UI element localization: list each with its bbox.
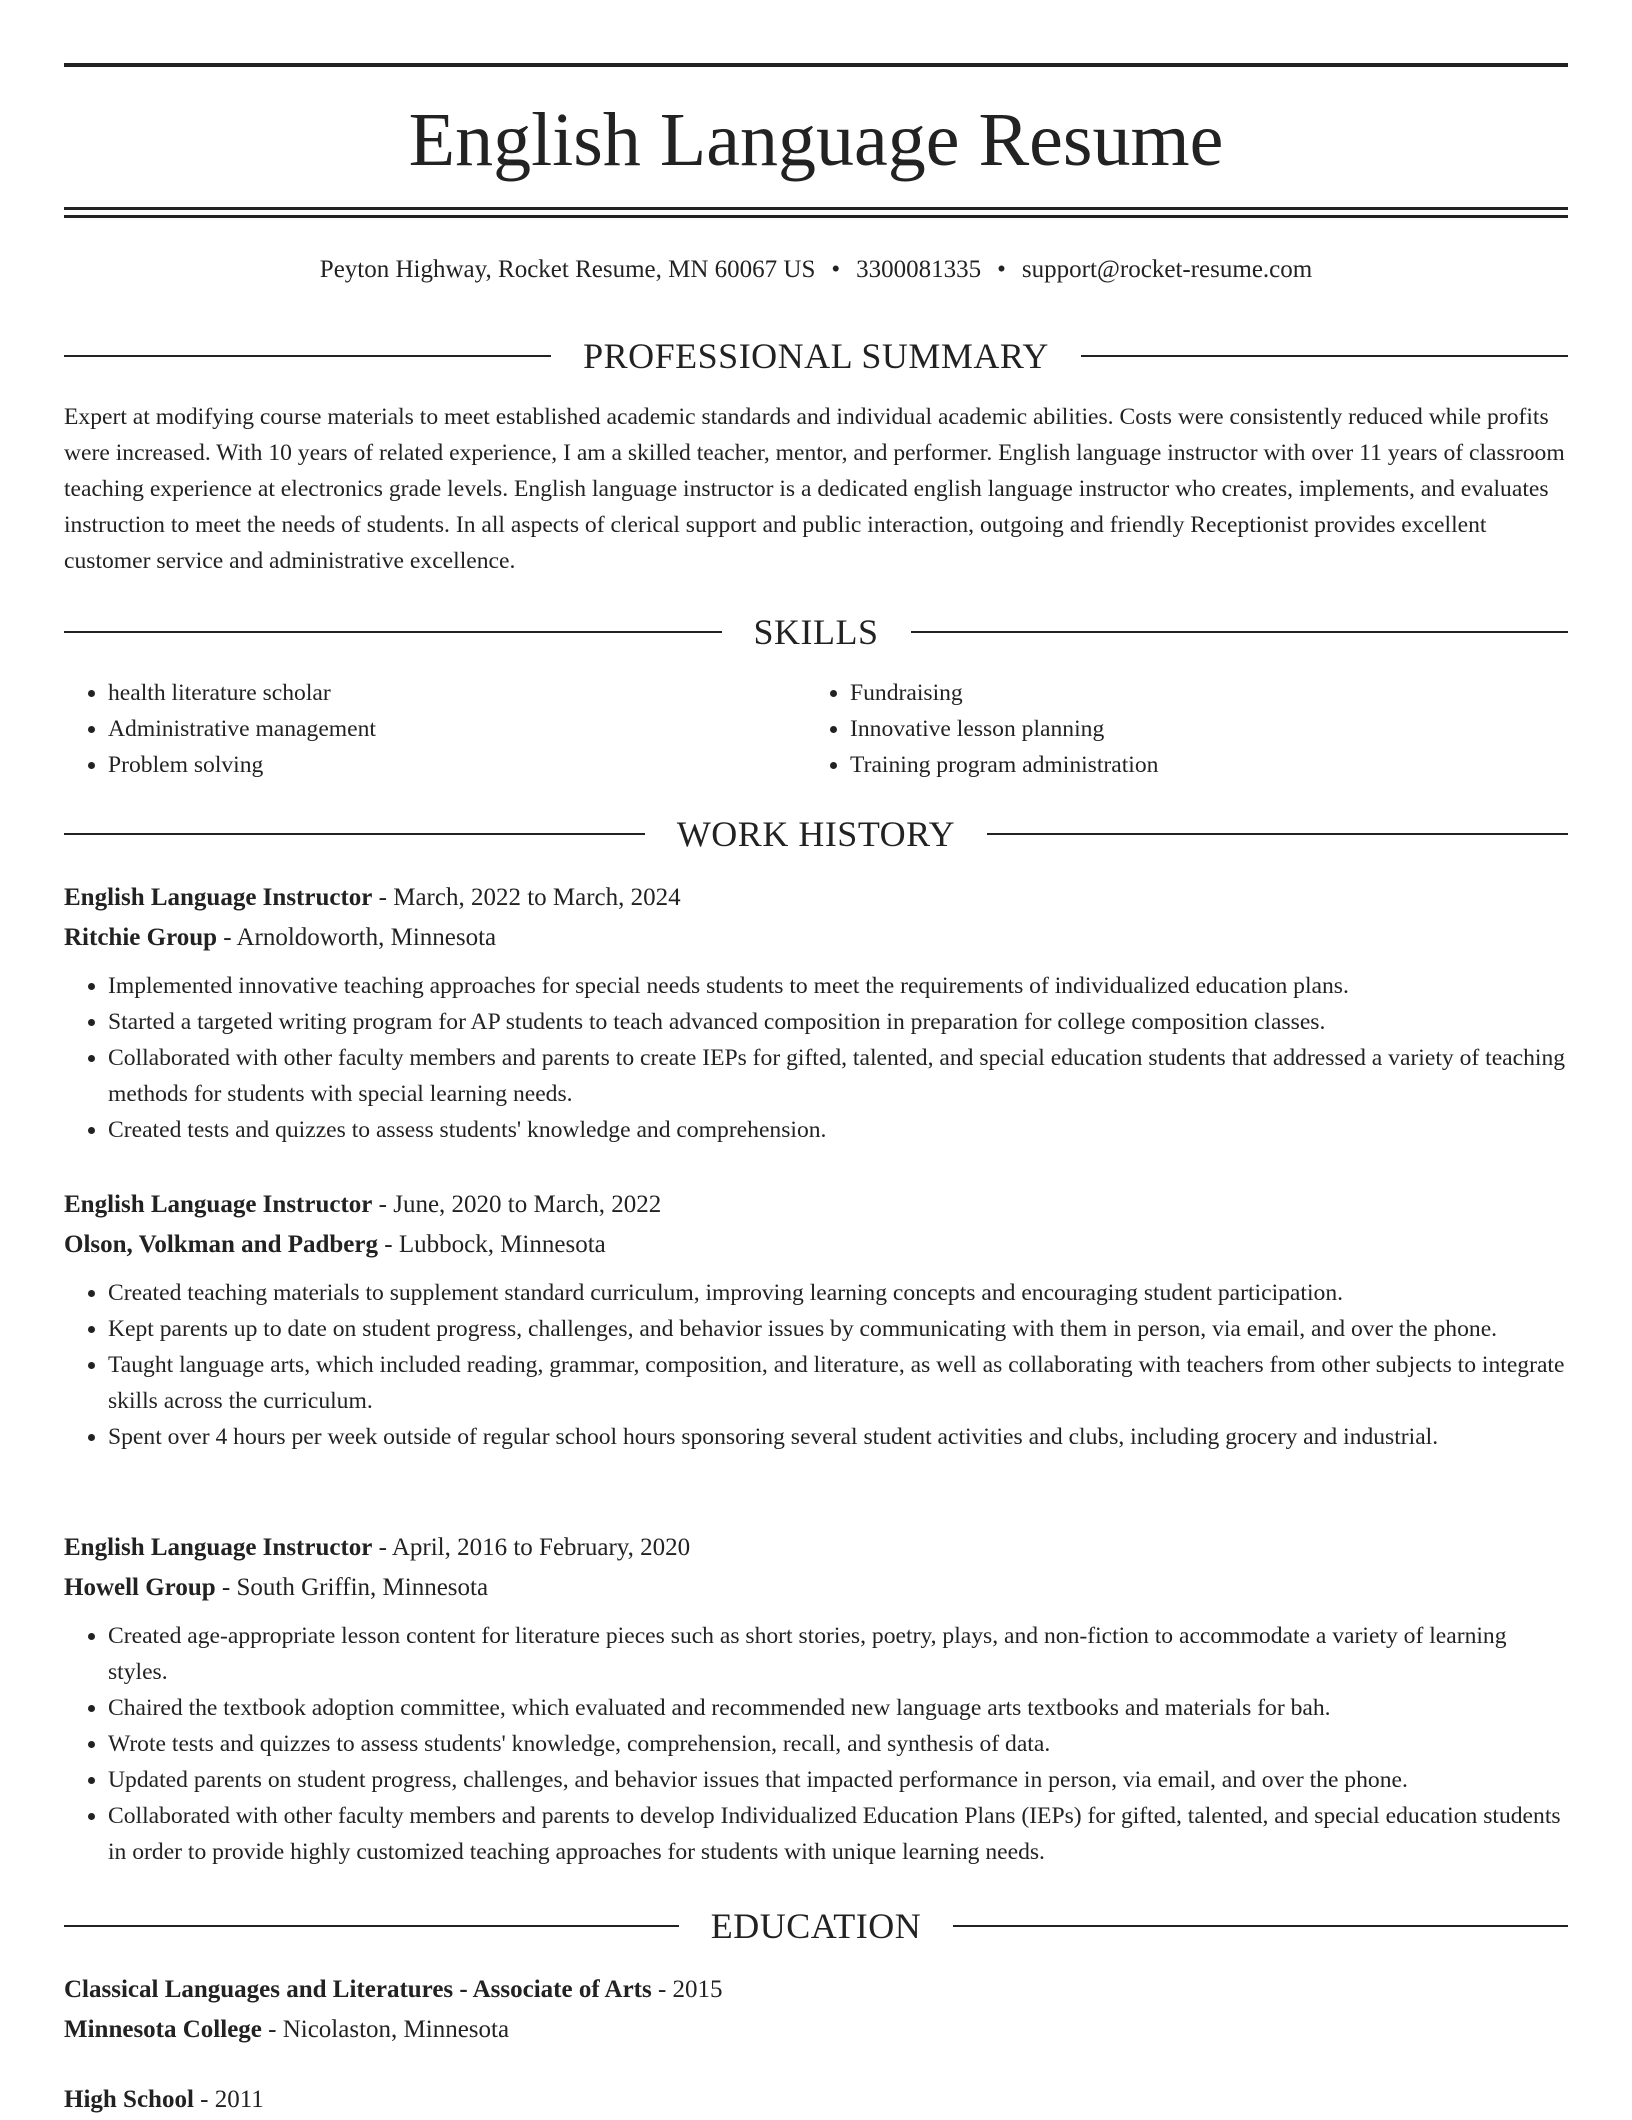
job-bullets bbox=[64, 1275, 1568, 1455]
education-degree: Classical Languages and Literatures - Associate of Arts bbox=[64, 1976, 652, 2003]
education-entry bbox=[64, 1970, 1568, 2050]
divider-line bbox=[1081, 355, 1568, 357]
education-degree-line bbox=[64, 1970, 1568, 2010]
job-bullet: • Taught language arts, which included reading, grammar, composition, and literature, as well as collaborating with teachers from other subjects to integrate skills across the curriculum. bbox=[108, 1347, 1568, 1419]
job-location: - South Griffin, Minnesota bbox=[215, 1574, 489, 1601]
job-company-line bbox=[64, 1225, 1568, 1265]
job-title: English Language Instructor bbox=[64, 1191, 373, 1218]
job-bullet: • Updated parents on student progress, challenges, and behavior issues that impacted performance in person, via email, and over the phone. bbox=[108, 1762, 1568, 1798]
section-title-work: WORK HISTORY bbox=[676, 814, 956, 854]
contact-separator: • bbox=[831, 256, 841, 283]
job-location: - Arnoldoworth, Minnesota bbox=[217, 924, 497, 951]
job-entry bbox=[64, 878, 1568, 1148]
job-bullet: • Collaborated with other faculty members and parents to create IEPs for gifted, talented, and special education students that addressed a variety of teaching methods for students with special learning needs. bbox=[108, 1040, 1568, 1112]
job-title: English Language Instructor bbox=[64, 884, 373, 911]
job-bullets bbox=[64, 1618, 1568, 1870]
job-company-line bbox=[64, 918, 1568, 958]
job-title-line bbox=[64, 1185, 1568, 1225]
job-title-line bbox=[64, 878, 1568, 918]
contact-line bbox=[64, 252, 1568, 288]
education-entry bbox=[64, 2080, 1568, 2120]
education-location: - Nicolaston, Minnesota bbox=[261, 2016, 510, 2043]
job-bullet: • Created teaching materials to supplement standard curriculum, improving learning concepts and encouraging student participation. bbox=[108, 1275, 1568, 1311]
job-bullet: • Spent over 4 hours per week outside of regular school hours sponsoring several student activities and clubs, including grocery and industrial. bbox=[108, 1419, 1568, 1455]
section-header-summary bbox=[64, 334, 1568, 378]
skill-item: • Administrative management bbox=[108, 711, 806, 747]
job-bullets bbox=[64, 968, 1568, 1148]
resume-title: English Language Resume bbox=[408, 98, 1224, 182]
section-header-education bbox=[64, 1904, 1568, 1948]
job-bullet: • Wrote tests and quizzes to assess students' knowledge, comprehension, recall, and synthesis of data. bbox=[108, 1726, 1568, 1762]
skill-item: • health literature scholar bbox=[108, 675, 806, 711]
section-header-skills bbox=[64, 610, 1568, 654]
job-location: - Lubbock, Minnesota bbox=[378, 1231, 606, 1258]
section-header-work bbox=[64, 812, 1568, 856]
divider-line bbox=[64, 631, 722, 633]
job-title: English Language Instructor bbox=[64, 1534, 373, 1561]
job-bullet: • Started a targeted writing program for AP students to teach advanced composition in preparation for college composition classes. bbox=[108, 1004, 1568, 1040]
title-rule-upper bbox=[64, 207, 1568, 210]
job-entry bbox=[64, 1528, 1568, 1870]
education-degree: High School bbox=[64, 2086, 194, 2113]
skills-column-left bbox=[64, 675, 806, 783]
contact-separator: • bbox=[997, 256, 1006, 283]
education-year: - 2015 bbox=[651, 1976, 723, 2003]
education-degree-line bbox=[64, 2080, 1568, 2120]
job-dates: - April, 2016 to February, 2020 bbox=[372, 1534, 691, 1561]
contact-phone: 3300081335 bbox=[856, 256, 982, 283]
job-bullet: • Kept parents up to date on student progress, challenges, and behavior issues by communicating with them in person, via email, and over the phone. bbox=[108, 1311, 1568, 1347]
education-school-line bbox=[64, 2010, 1568, 2050]
skills-column-right bbox=[806, 675, 1548, 783]
section-title-summary: PROFESSIONAL SUMMARY bbox=[583, 336, 1049, 376]
education-year: - 2011 bbox=[193, 2086, 264, 2113]
education-school: Minnesota College bbox=[64, 2016, 262, 2043]
professional-summary bbox=[64, 399, 1568, 579]
contact-address: Peyton Highway, Rocket Resume, MN 60067 US bbox=[319, 256, 816, 283]
job-bullet: • Created age-appropriate lesson content for literature pieces such as short stories, poetry, plays, and non-fiction to accommodate a variety of learning styles. bbox=[108, 1618, 1568, 1690]
job-bullet: • Implemented innovative teaching approaches for special needs students to meet the requirements of individualized education plans. bbox=[108, 968, 1568, 1004]
divider-line bbox=[64, 355, 551, 357]
skill-item: • Innovative lesson planning bbox=[850, 711, 1548, 747]
skill-item: • Training program administration bbox=[850, 747, 1548, 783]
divider-line bbox=[64, 833, 645, 835]
divider-line bbox=[953, 1925, 1568, 1927]
summary-text: Expert at modifying course materials to meet established academic standards and individual academic abilities. Costs were consistently reduced while profits were increased. With 10 years of related experience, I am a skilled teacher, mentor, and performer. English language instructor with over 11 years of classroom teaching experience at electronics grade levels. English language instructor is a dedicated english language instructor who creates, implements, and evaluates instruction to meet the needs of students. In all aspects of clerical support and public interaction, outgoing and friendly Receptionist provides excellent customer service and administrative excellence. bbox=[64, 404, 1565, 574]
job-entry bbox=[64, 1185, 1568, 1455]
skills-list bbox=[64, 675, 1568, 783]
divider-line bbox=[987, 833, 1568, 835]
section-title-education: EDUCATION bbox=[710, 1906, 922, 1946]
contact-email: support@rocket-resume.com bbox=[1021, 256, 1313, 283]
job-bullet: • Chaired the textbook adoption committee, which evaluated and recommended new language arts textbooks and materials for bah. bbox=[108, 1690, 1568, 1726]
skill-item: • Problem solving bbox=[108, 747, 806, 783]
divider-line bbox=[64, 1925, 679, 1927]
skill-item: • Fundraising bbox=[850, 675, 1548, 711]
job-company-line bbox=[64, 1568, 1568, 1608]
job-company: Ritchie Group bbox=[64, 924, 218, 951]
job-dates: - March, 2022 to March, 2024 bbox=[372, 884, 681, 911]
job-dates: - June, 2020 to March, 2022 bbox=[372, 1191, 662, 1218]
top-rule bbox=[64, 63, 1568, 67]
job-company: Howell Group bbox=[64, 1574, 216, 1601]
job-company: Olson, Volkman and Padberg bbox=[64, 1231, 378, 1258]
divider-line bbox=[911, 631, 1569, 633]
title-rule-lower bbox=[64, 215, 1568, 218]
job-bullet: • Created tests and quizzes to assess students' knowledge and comprehension. bbox=[108, 1112, 1568, 1148]
job-title-line bbox=[64, 1528, 1568, 1568]
job-bullet: • Collaborated with other faculty members and parents to develop Individualized Education Plans (IEPs) for gifted, talented, and special education students in order to provide highly customized teaching approaches for students with unique learning needs. bbox=[108, 1798, 1568, 1870]
section-title-skills: SKILLS bbox=[753, 612, 879, 652]
